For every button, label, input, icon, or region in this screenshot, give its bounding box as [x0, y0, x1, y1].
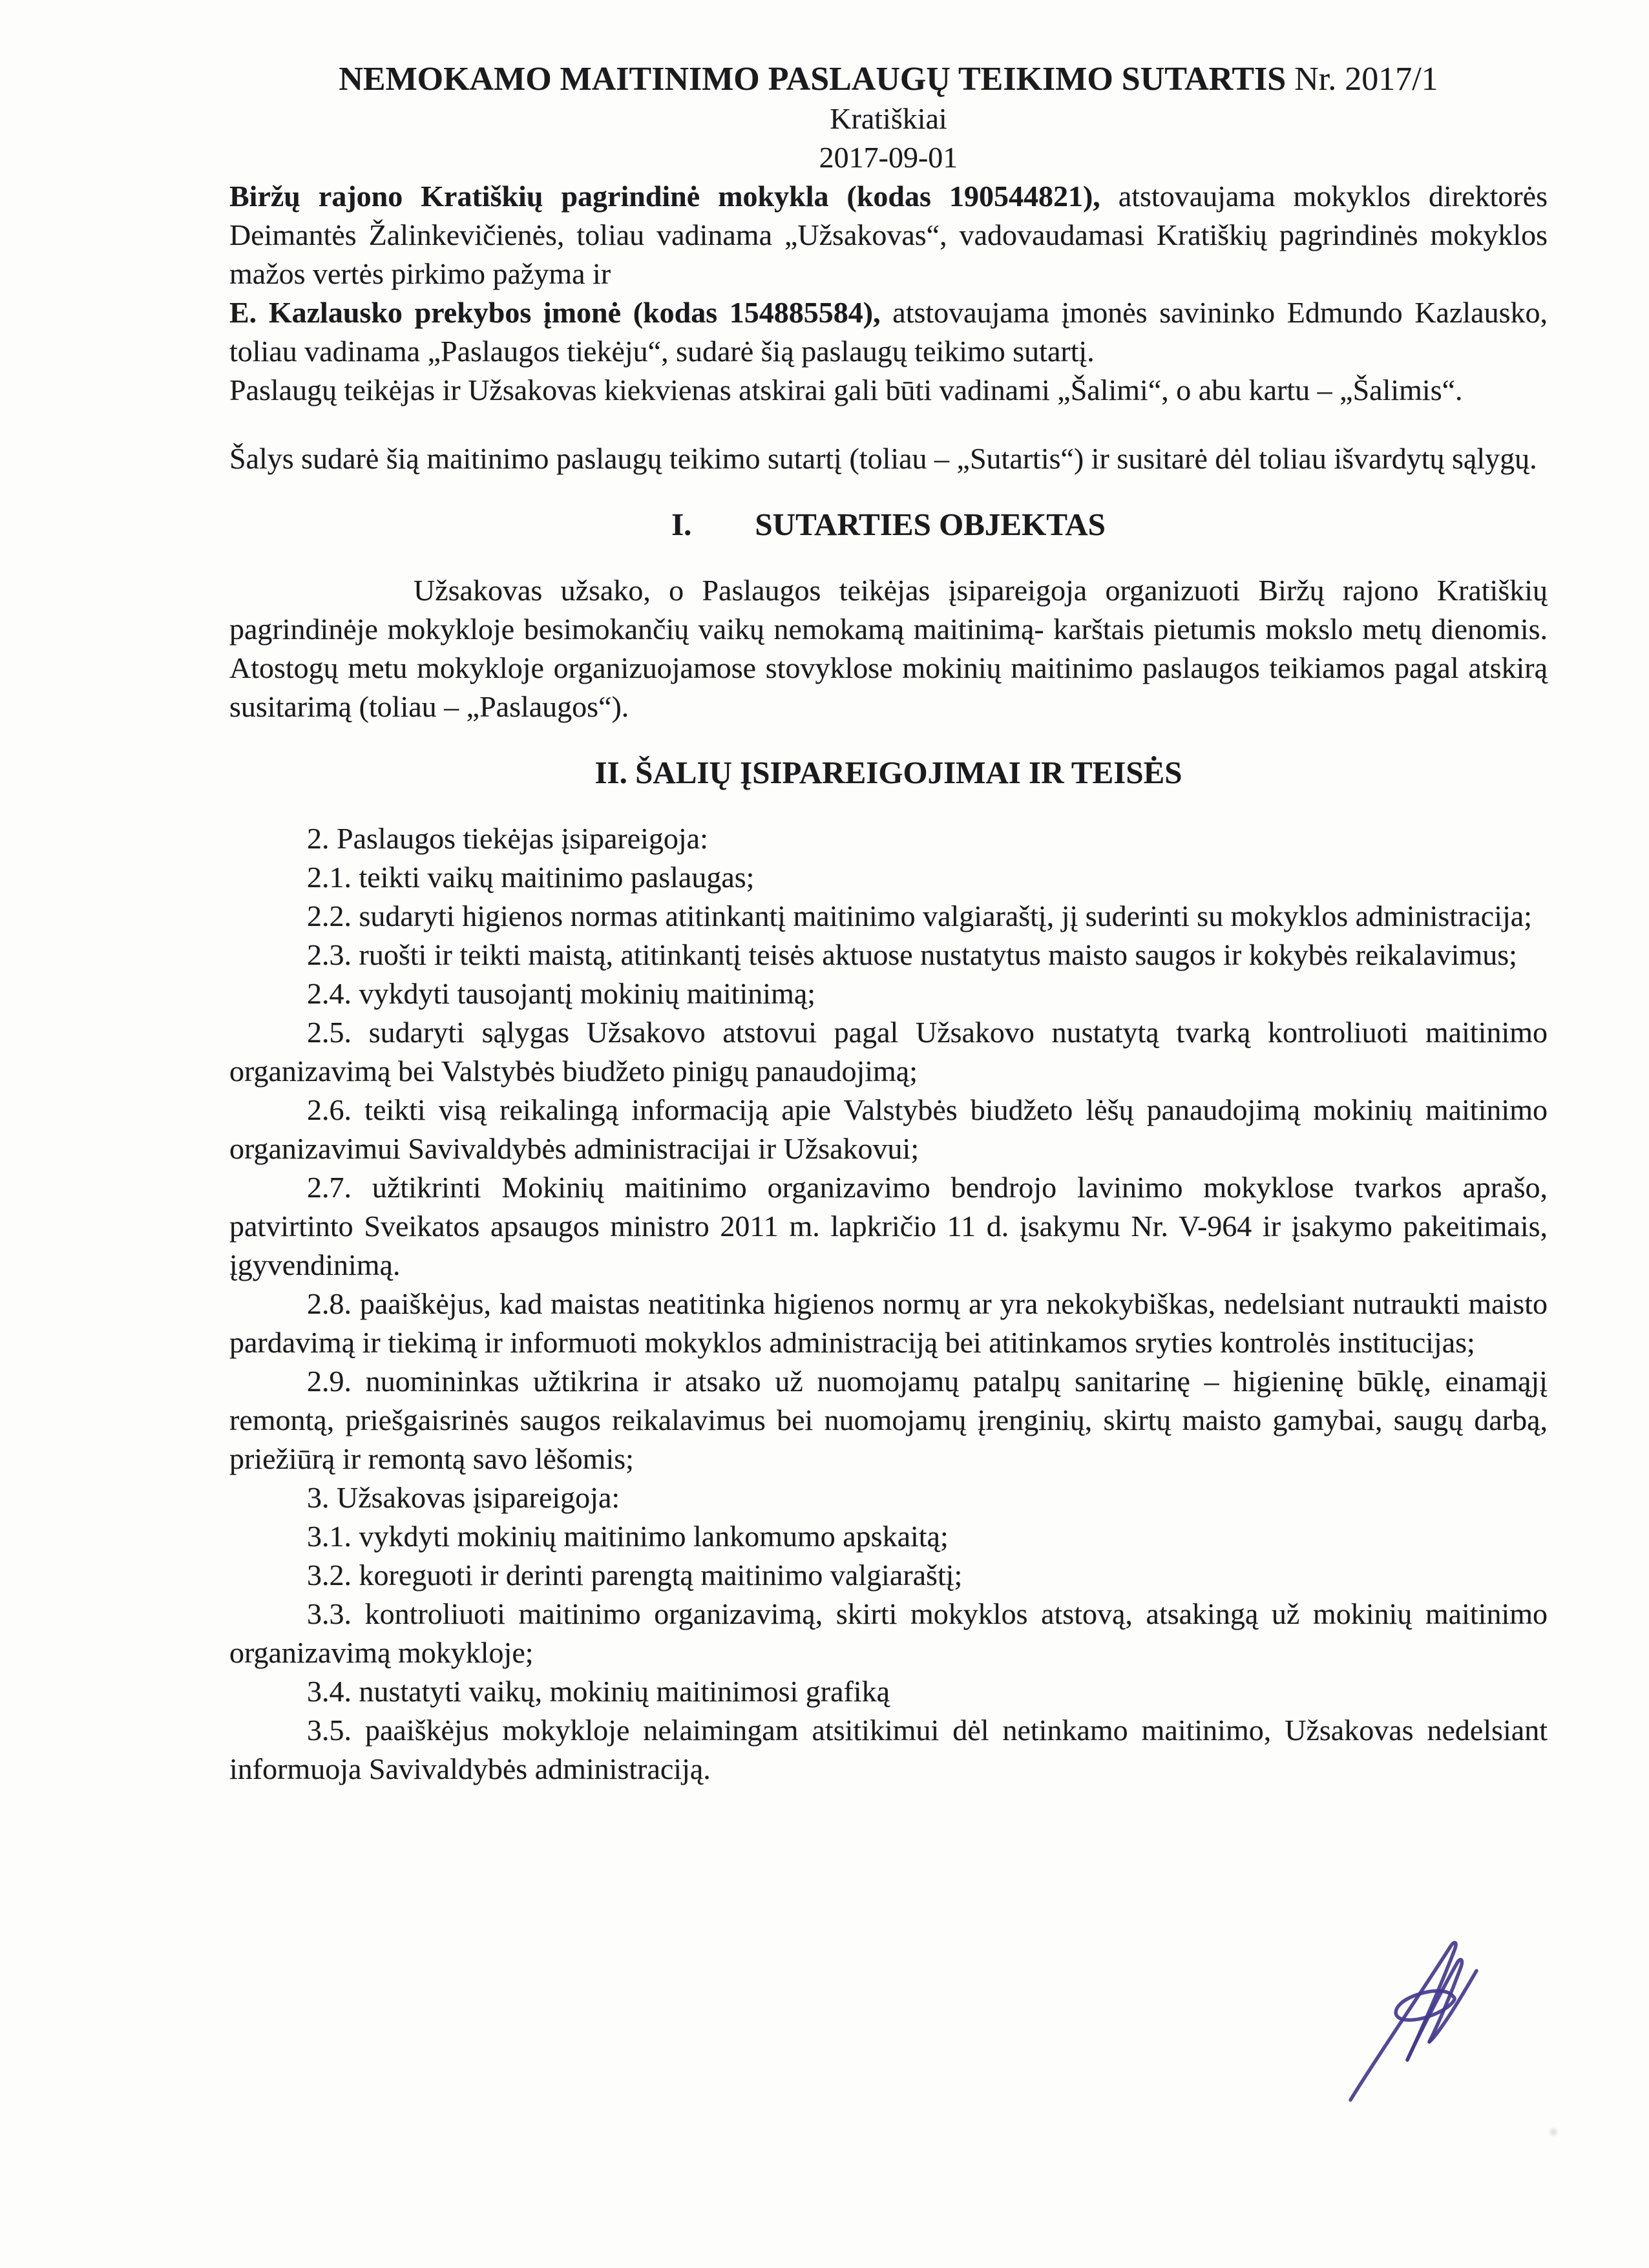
text-run: 2.4. vykdyti tausojantį mokinių maitinimą; — [307, 977, 816, 1010]
text-run: 2. Paslaugos tiekėjas įsipareigoja: — [307, 822, 708, 855]
paragraph — [229, 1595, 1548, 1672]
document-place: Kratiškiai — [830, 102, 947, 135]
paragraph — [229, 1362, 1548, 1478]
scan-smudge — [1548, 2127, 1559, 2137]
text-run: 3.3. kontroliuoti maitinimo organizavimą, skirti mokyklos atstovą, atsakingą už mokinių maitinimo organizavimą mokykloje; — [229, 1597, 1548, 1669]
text-run: 3.5. paaiškėjus mokykloje nelaimingam atsitikimui dėl netinkamo maitinimo, Užsakovas nedelsiant informuoja Savivaldybės administraciją. — [229, 1714, 1548, 1785]
paragraph — [229, 858, 1548, 897]
text-run: 2.3. ruošti ir teikti maistą, atitinkantį teisės aktuose nustatytus maisto saugos ir kokybės reikalavimus; — [307, 938, 1517, 971]
document-title-number: Nr. 2017/1 — [1294, 61, 1438, 98]
paragraph — [229, 936, 1548, 974]
paragraph — [229, 1013, 1548, 1091]
text-run: Šalys sudarė šią maitinimo paslaugų teikimo sutartį (toliau – „Sutartis“) ir susitarė dėl toliau išvardytų sąlygų. — [229, 442, 1537, 475]
text-run: II. ŠALIŲ ĮSIPAREIGOJIMAI IR TEISĖS — [594, 755, 1182, 790]
paragraph — [229, 1168, 1548, 1285]
document-title-main: NEMOKAMO MAITINIMO PASLAUGŲ TEIKIMO SUTARTIS — [339, 61, 1287, 98]
text-run: 2.7. užtikrinti Mokinių maitinimo organizavimo bendrojo lavinimo mokyklose tvarkos aprašo, patvirtinto Sveikatos apsaugos ministro 2011 m. lapkričio 11 d. įsakymu Nr. V-964 ir įsakymo pakeitimais, įgyvendinimą. — [229, 1171, 1548, 1281]
document-date: 2017-09-01 — [819, 141, 958, 174]
paragraph — [229, 1285, 1548, 1362]
text-run: 2.1. teikti vaikų maitinimo paslaugas; — [307, 861, 755, 894]
text-run: Paslaugų teikėjas ir Užsakovas kiekvienas atskirai gali būti vadinami „Šalimi“, o abu kartu – „Šalimis“. — [229, 373, 1463, 406]
text-run: 3. Užsakovas įsipareigoja: — [307, 1481, 620, 1514]
text-run: E. Kazlausko prekybos įmonė (kodas 154885584), — [229, 296, 893, 329]
text-run: Biržų rajono Kratiškių pagrindinė mokykla (kodas 190544821), — [229, 180, 1119, 213]
paragraph — [229, 177, 1548, 293]
paragraph — [229, 1091, 1548, 1168]
paragraph — [229, 371, 1548, 410]
text-run: 3.1. vykdyti mokinių maitinimo lankomumo apskaitą; — [307, 1520, 949, 1553]
text-run: I. SUTARTIES OBJEKTAS — [671, 507, 1106, 542]
section-heading — [229, 505, 1548, 544]
paragraph — [229, 897, 1548, 936]
document-content — [229, 59, 1548, 1789]
text-run: 2.6. teikti visą reikalingą informaciją apie Valstybės biudžeto lėšų panaudojimą mokinių maitinimo organizavimui Savivaldybės administracijai ir Užsakovui; — [229, 1093, 1548, 1165]
text-run: Užsakovas užsako, o Paslaugos teikėjas įsipareigoja organizuoti Biržų rajono Kratiškių pagrindinėje mokykloje besimokančių vaikų nemokamą maitinimą- karštais pietumis mokslo metų dienomis. Atostogų metu mokykloje organizuojamose stovyklose mokinių maitinimo paslaugos teikiamos pagal atskirą susitarimą (toliau – „Paslaugos“). — [229, 574, 1548, 723]
paragraph — [229, 439, 1548, 478]
signature — [1326, 1927, 1495, 2116]
paragraph — [229, 1711, 1548, 1789]
text-run: atstovaujama mokyklos direktorės Deimantės Žalinkevičienės, toliau vadinama „Užsakovas“, vadovaudamasi Kratiškių pagrindinės mokyklos mažos vertės pirkimo pažyma ir — [229, 180, 1548, 290]
text-run: 2.9. nuomininkas užtikrina ir atsako už nuomojamų patalpų sanitarinę – higieninę būklę, einamąjį remontą, priešgaisrinės saugos reikalavimus bei nuomojamų įrenginių, skirtų maisto gamybai, saugų darbą, priežiūrą ir remontą savo lėšomis; — [229, 1365, 1548, 1475]
paragraph — [229, 1556, 1548, 1595]
text-run: 3.4. nustatyti vaikų, mokinių maitinimosi grafiką — [307, 1675, 890, 1708]
text-run: 2.5. sudaryti sąlygas Užsakovo atstovui pagal Užsakovo nustatytą tvarką kontroliuoti maitinimo organizavimą bei Valstybės biudžeto pinigų panaudojimą; — [229, 1016, 1548, 1087]
text-run: 3.2. koreguoti ir derinti parengtą maitinimo valgiaraštį; — [307, 1559, 963, 1591]
text-run: atstovaujama įmonės savininko Edmundo Kazlausko, toliau vadinama „Paslaugos tiekėju“, sudarė šią paslaugų teikimo sutartį. — [229, 296, 1548, 368]
paragraph — [229, 1517, 1548, 1556]
paragraph — [229, 293, 1548, 371]
signature-stroke-right — [1429, 1971, 1476, 2042]
document-body — [229, 177, 1548, 1789]
paragraph — [229, 571, 1548, 726]
text-run: 2.8. paaiškėjus, kad maistas neatitinka higienos normų ar yra nekokybiškas, nedelsiant nutraukti maisto pardavimą ir tiekimą ir informuoti mokyklos administraciją bei atitinkamos sryties kontrolės institucijas; — [229, 1287, 1548, 1359]
paragraph — [229, 1478, 1548, 1517]
paragraph — [229, 974, 1548, 1013]
paragraph — [229, 819, 1548, 858]
paragraph — [229, 1672, 1548, 1711]
document-title — [229, 59, 1548, 100]
section-heading — [229, 753, 1548, 792]
text-run: 2.2. sudaryti higienos normas atitinkantį maitinimo valgiaraštį, jį suderinti su mokyklos administracija; — [307, 899, 1532, 932]
